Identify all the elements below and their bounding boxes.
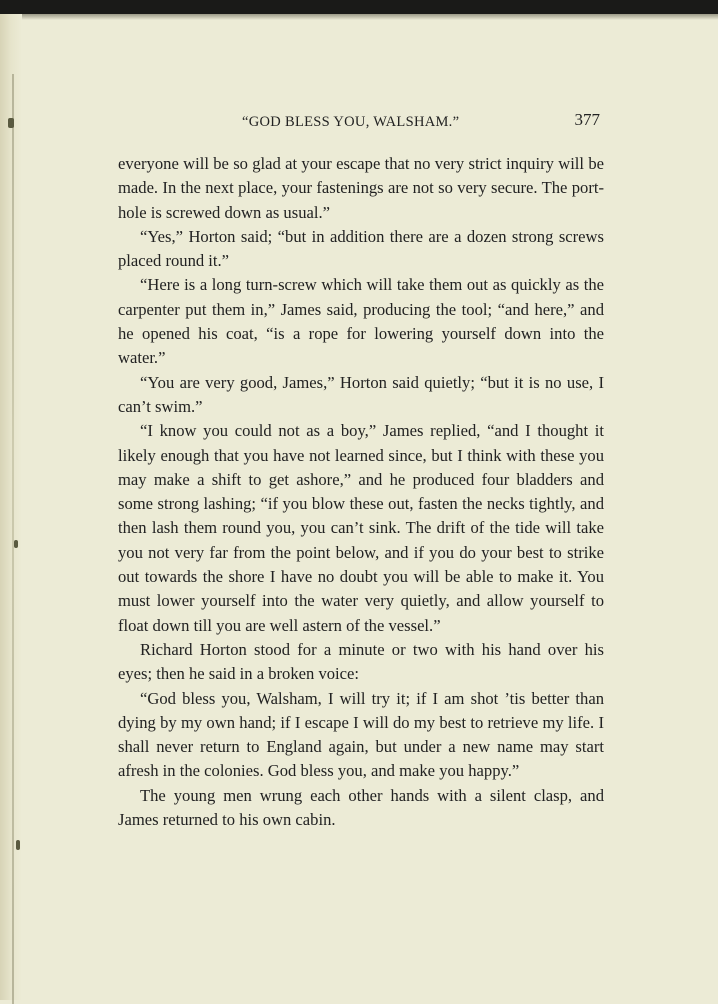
binding-mark (16, 840, 20, 850)
page-number: 377 (574, 110, 600, 129)
paragraph: “I know you could not as a boy,” James replied, “and I thought it likely enough that you have not learned since, but I think with these you may make a shift to get ashore,” and he produced four bladders and some strong lashing; “if you blow these out, fasten the necks tightly, and then lash them round you, you can’t sink. The drift of the tide will take you not very far from the point below, and if you do your best to strike out towards the shore I have no doubt you will be able to make it. You must lower yourself into the water very quietly, and allow yourself to float down till you are well astern of the vessel.” (118, 421, 604, 635)
book-page (118, 110, 604, 832)
running-head-title: “GOD BLESS YOU, WALSHAM.” (242, 114, 460, 130)
book-gutter (0, 14, 22, 1000)
scan-top-edge (0, 0, 718, 14)
scan-top-shadow (0, 14, 718, 20)
paragraph: everyone will be so glad at your escape that no very strict inquiry will be made. In the next place, your fastenings are not so very secure. The port-hole is screwed down as usual.” (118, 154, 604, 222)
gutter-binding-line (12, 74, 14, 1004)
running-head (118, 110, 604, 140)
binding-mark (14, 540, 18, 548)
paragraph: The young men wrung each other hands with a silent clasp, and James returned to his own cabin. (118, 785, 604, 830)
body-text (118, 152, 604, 832)
paragraph: “Here is a long turn-screw which will take them out as quickly as the carpenter put them in,” James said, producing the tool; “and here,” and he opened his coat, “is a rope for lowering yourself down into the water.” (118, 275, 604, 368)
paragraph: Richard Horton stood for a minute or two with his hand over his eyes; then he said in a broken voice: (118, 639, 604, 684)
paragraph: “You are very good, James,” Horton said quietly; “but it is no use, I can’t swim.” (118, 372, 604, 416)
paragraph: “God bless you, Walsham, I will try it; if I am shot ’tis better than dying by my own hand; if I escape I will do my best to retrieve my life. I shall never return to England again, but under a new name may start afresh in the colonies. God bless you, and make you happy.” (118, 688, 604, 781)
paragraph: “Yes,” Horton said; “but in addition there are a dozen strong screws placed round it.” (118, 226, 604, 271)
binding-mark (8, 118, 14, 128)
